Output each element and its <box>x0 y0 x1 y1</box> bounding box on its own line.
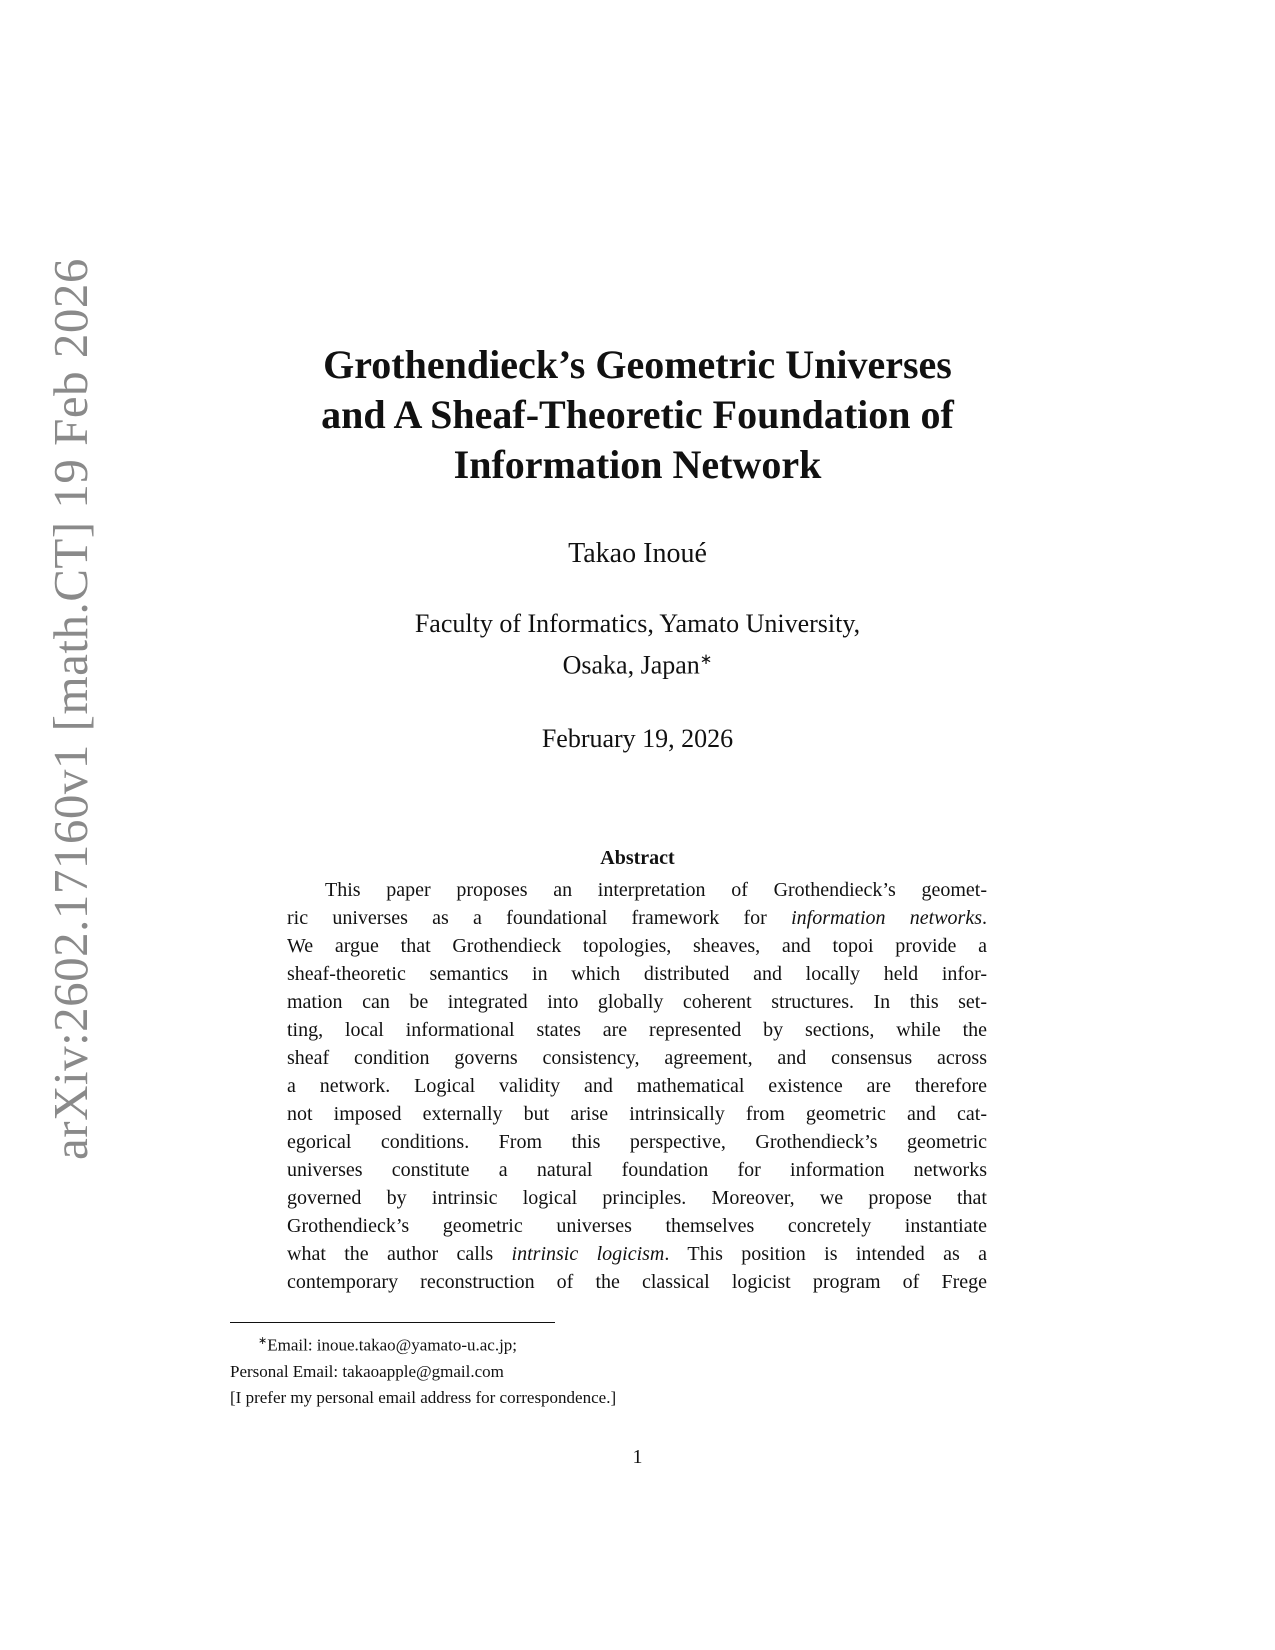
abstract-emphasis: intrinsic logicism <box>511 1243 665 1265</box>
affiliation-location: Osaka, Japan <box>562 650 700 680</box>
abstract-line <box>287 1100 987 1128</box>
abstract-text: contemporary reconstruction of the classical logicist program of Frege <box>287 1271 987 1293</box>
abstract-line <box>287 932 987 960</box>
affiliation-line <box>0 642 1275 684</box>
abstract-heading: Abstract <box>600 847 675 869</box>
abstract-line <box>287 1184 987 1212</box>
abstract-line <box>287 1268 987 1296</box>
abstract-line <box>287 1016 987 1044</box>
abstract-text: a network. Logical validity and mathematical existence are therefore <box>287 1075 987 1097</box>
affiliation <box>0 606 1275 684</box>
paper-title <box>200 340 1075 490</box>
abstract-emphasis: information networks <box>791 907 982 929</box>
abstract-text: egorical conditions. From this perspective, Grothendieck’s geometric <box>287 1131 987 1153</box>
abstract-line <box>287 1044 987 1072</box>
abstract-text: universes constitute a natural foundation for information networks <box>287 1159 987 1181</box>
abstract-line <box>287 1128 987 1156</box>
abstract-text: sheaf condition governs consistency, agreement, and consensus across <box>287 1047 987 1069</box>
abstract-text: Grothendieck’s geometric universes themselves concretely instantiate <box>287 1215 987 1237</box>
abstract-text: . This position is intended as a <box>664 1243 987 1265</box>
arxiv-identifier-stamp: arXiv:2602.17160v1 [math.CT] 19 Feb 2026 <box>43 258 98 1160</box>
footnote-preference: [I prefer my personal email address for correspondence.] <box>230 1387 617 1407</box>
author-name: Takao Inoué <box>568 538 707 569</box>
title-line: Information Network <box>453 442 822 487</box>
abstract-text: ting, local informational states are represented by sections, while the <box>287 1019 987 1041</box>
abstract-line <box>287 988 987 1016</box>
paper-date: February 19, 2026 <box>541 724 734 753</box>
abstract-text: what the author calls <box>287 1243 512 1265</box>
email-text[interactable]: Email: inoue.takao@yamato-u.ac.jp; <box>267 1335 518 1355</box>
abstract-text: sheaf-theoretic semantics in which distributed and locally held infor- <box>287 963 987 985</box>
footnote-email <box>230 1328 616 1359</box>
footnote-marker: ∗ <box>258 1335 268 1347</box>
footnote-marker[interactable]: ∗ <box>699 652 713 668</box>
abstract-text: governed by intrinsic logical principles. Moreover, we propose that <box>287 1187 987 1209</box>
abstract-text: . <box>982 907 987 929</box>
abstract-line <box>287 1212 987 1240</box>
title-line: and A Sheaf-Theoretic Foundation of <box>321 392 954 437</box>
abstract-text: This paper proposes an interpretation of Grothendieck’s geomet- <box>325 879 987 901</box>
abstract-line <box>287 1072 987 1100</box>
abstract-line <box>287 876 987 904</box>
abstract-line <box>287 960 987 988</box>
footnotes <box>230 1328 616 1411</box>
abstract-text: mation can be integrated into globally coherent structures. In this set- <box>287 991 987 1013</box>
abstract-text: ric universes as a foundational framework for <box>287 907 792 929</box>
abstract-text: We argue that Grothendieck topologies, sheaves, and topoi provide a <box>287 935 987 957</box>
footnote-personal-email[interactable]: Personal Email: takaoapple@gmail.com <box>230 1361 504 1381</box>
footnote-divider <box>230 1322 555 1323</box>
abstract-line <box>287 904 987 932</box>
abstract-body <box>287 876 987 1296</box>
affiliation-line: Faculty of Informatics, Yamato University, <box>414 609 861 638</box>
title-line: Grothendieck’s Geometric Universes <box>323 342 952 387</box>
abstract-line <box>287 1240 987 1268</box>
abstract-text: not imposed externally but arise intrinsically from geometric and cat- <box>287 1103 987 1125</box>
page-number: 1 <box>632 1446 643 1468</box>
abstract-line <box>287 1156 987 1184</box>
